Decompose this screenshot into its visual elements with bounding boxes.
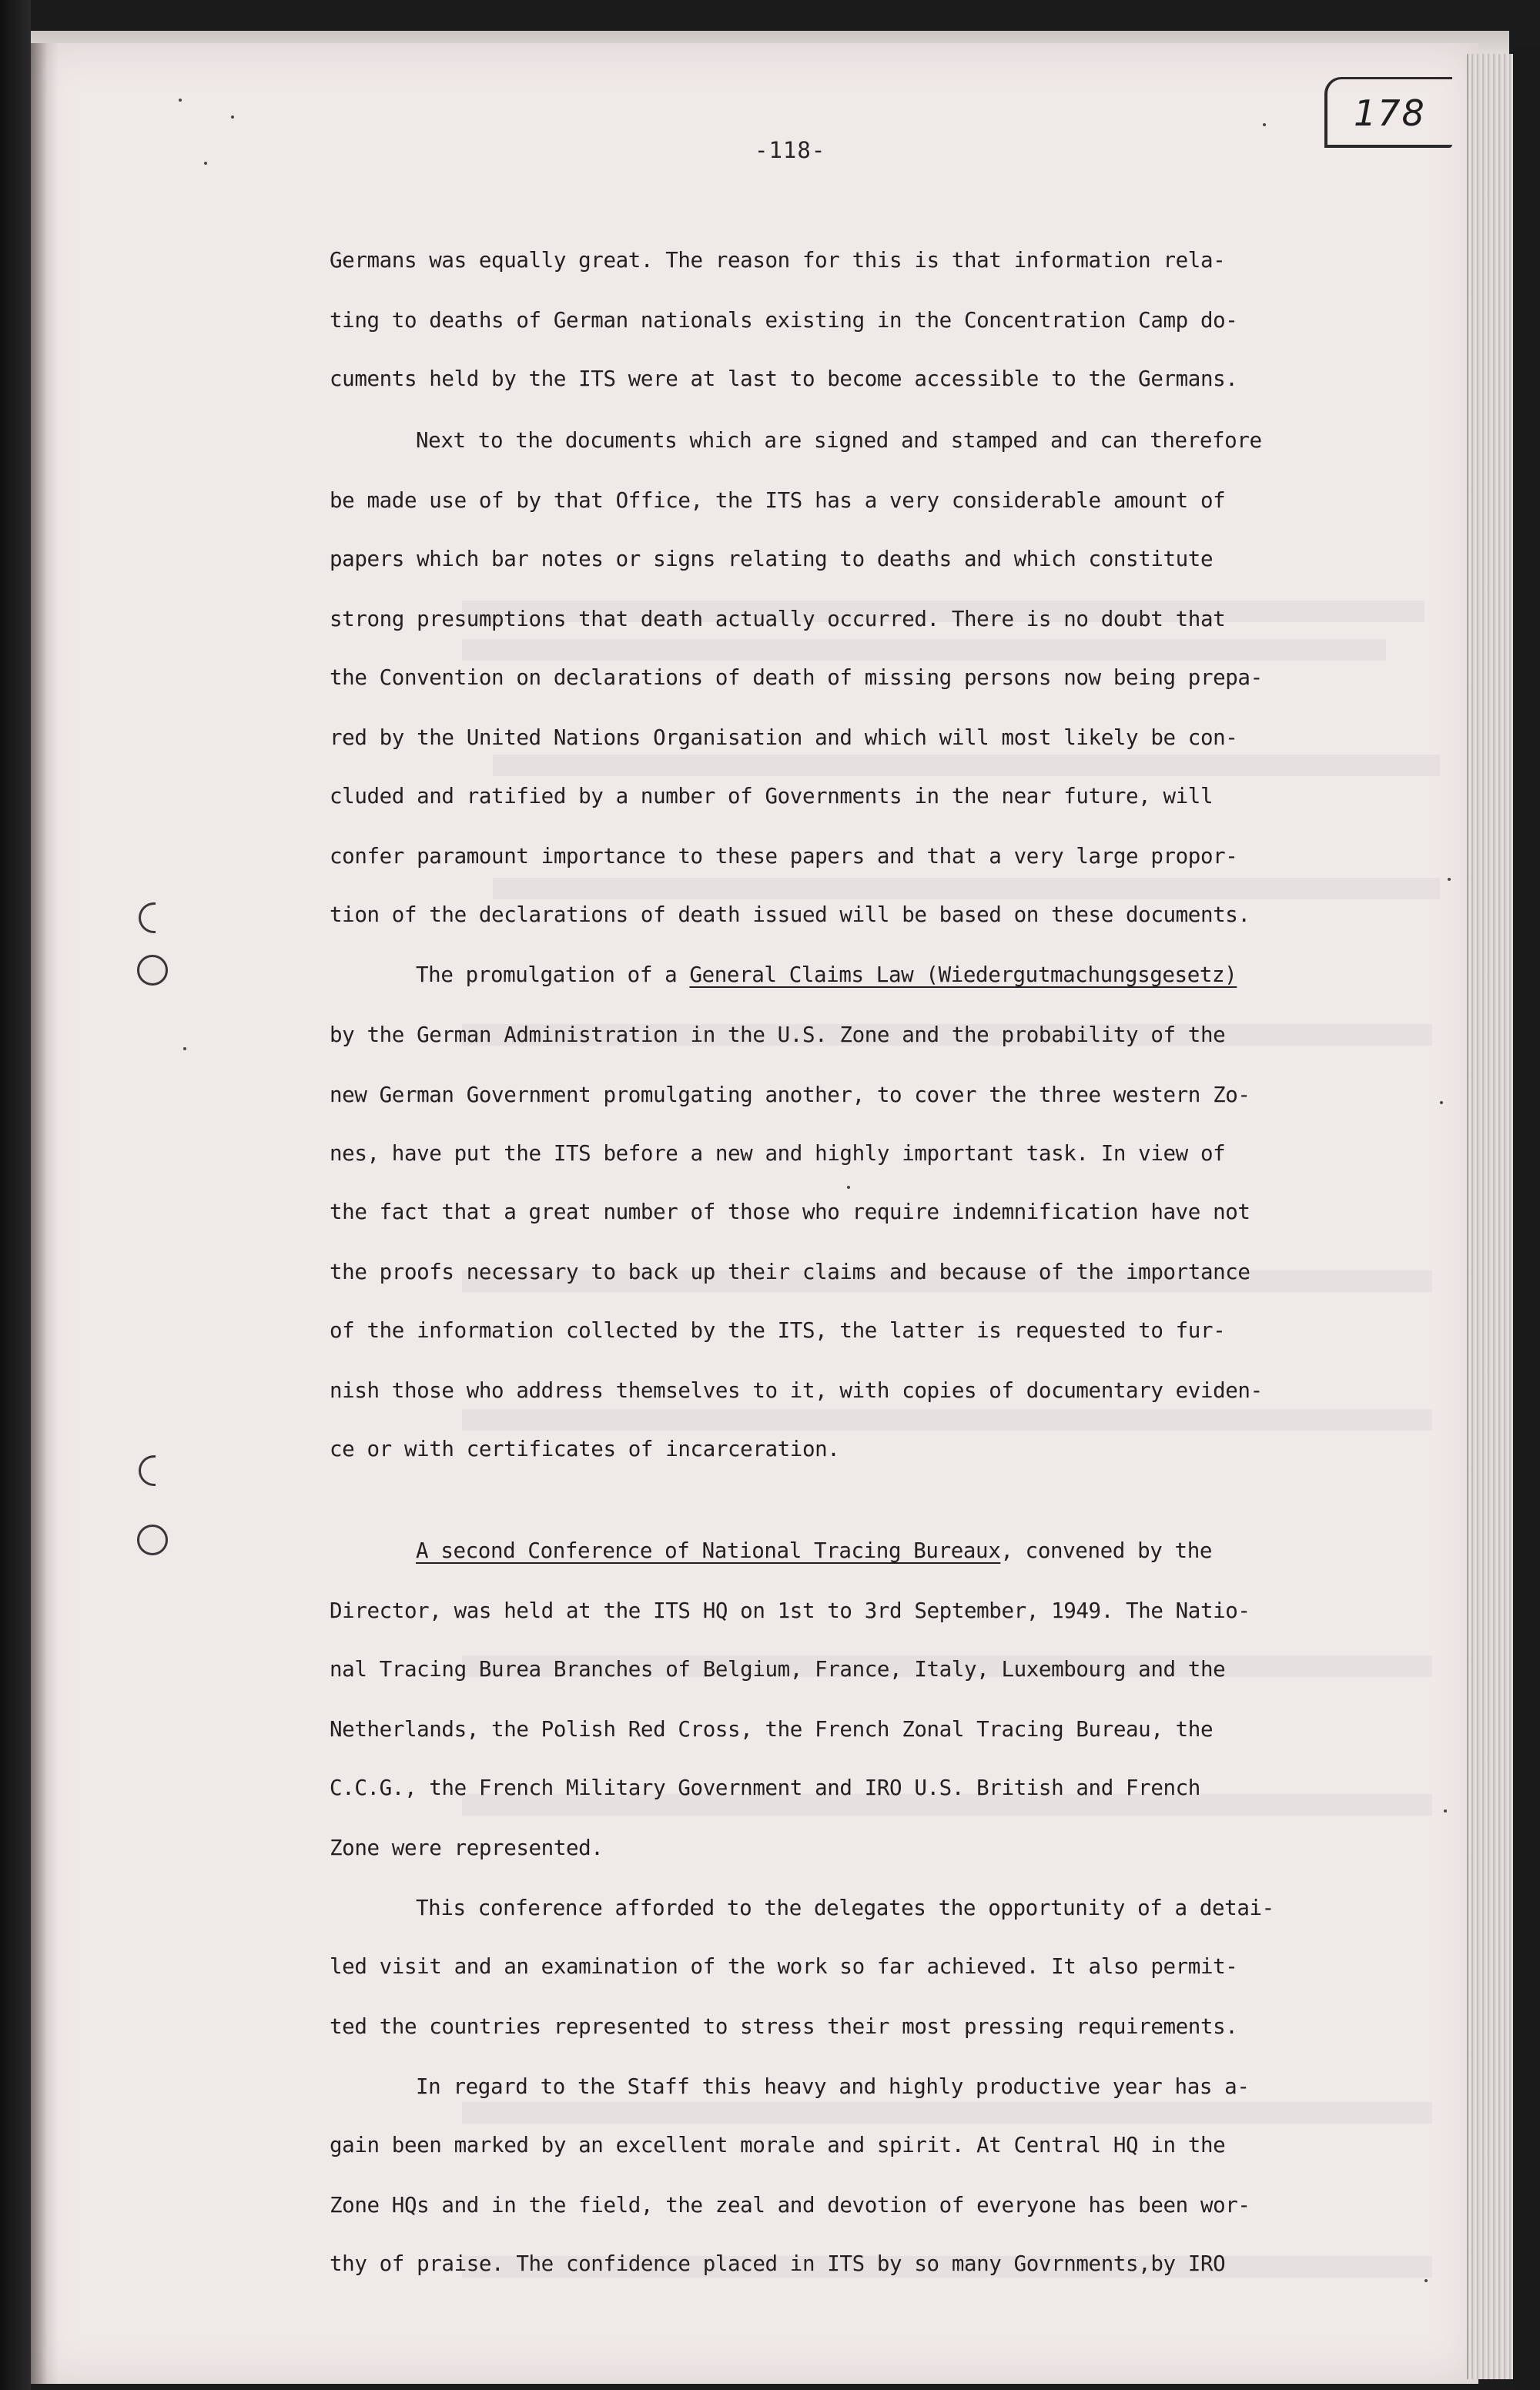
text-line: The promulgation of a General Claims Law (Wiedergutmachungsgesetz) — [416, 962, 1237, 987]
punch-hole — [137, 1525, 168, 1555]
text-line: nish those who address themselves to it, with copies of documentary eviden- — [330, 1378, 1263, 1403]
text-line: thy of praise. The confidence placed in ITS by so many Govrnments,by IRO — [330, 2251, 1226, 2276]
text-line: of the information collected by the ITS, the latter is requested to fur- — [330, 1318, 1226, 1343]
text-line: nal Tracing Burea Branches of Belgium, France, Italy, Luxembourg and the — [330, 1657, 1226, 1682]
dust-speck — [1424, 2279, 1428, 2282]
text-line: Netherlands, the Polish Red Cross, the French Zonal Tracing Bureau, the — [330, 1717, 1214, 1742]
dust-speck — [179, 99, 182, 102]
text-line: gain been marked by an excellent morale and spirit. At Central HQ in the — [330, 2133, 1226, 2157]
text-line: This conference afforded to the delegates the opportunity of a detai- — [416, 1896, 1274, 1920]
text-line: nes, have put the ITS before a new and highly important task. In view of — [330, 1141, 1226, 1166]
underlined-law-title: General Claims Law (Wiedergutmachungsgesetz) — [689, 962, 1237, 987]
bleed-through — [462, 1409, 1432, 1431]
page-stack-right-edge — [1467, 54, 1515, 2379]
text-line: C.C.G., the French Military Government and IRO U.S. British and French — [330, 1776, 1200, 1800]
punch-hole — [137, 955, 168, 986]
dust-speck — [847, 1186, 850, 1189]
text-line: papers which bar notes or signs relating to deaths and which constitute — [330, 547, 1214, 571]
scanner-background-right — [1513, 46, 1540, 2390]
dust-speck — [1440, 1101, 1443, 1104]
bleed-through — [462, 639, 1386, 661]
text-line: cuments held by the ITS were at last to become accessible to the Germans. — [330, 367, 1238, 391]
text-line: new German Government promulgating another, to cover the three western Zo- — [330, 1083, 1250, 1107]
text-line: ted the countries represented to stress their most pressing requirements. — [330, 2014, 1238, 2039]
text-line: Zone were represented. — [330, 1836, 604, 1860]
text-line: the fact that a great number of those who require indemnification have not — [330, 1200, 1250, 1224]
underlined-conference-title: A second Conference of National Tracing Bureaux — [416, 1538, 1001, 1563]
text-line: by the German Administration in the U.S. Zone and the probability of the — [330, 1023, 1226, 1047]
text-line: red by the United Nations Organisation and which will most likely be con- — [330, 725, 1238, 750]
bleed-through — [493, 878, 1440, 899]
bleed-through — [493, 755, 1440, 776]
text-line: Germans was equally great. The reason for this is that information rela- — [330, 248, 1226, 273]
text-line: confer paramount importance to these papers and that a very large propor- — [330, 844, 1238, 869]
text-line: tion of the declarations of death issued will be based on these documents. — [330, 902, 1250, 927]
text-line: the Convention on declarations of death of missing persons now being prepa- — [330, 665, 1263, 690]
text-line: cluded and ratified by a number of Governments in the near future, will — [330, 784, 1214, 808]
text-line: ce or with certificates of incarceration. — [330, 1437, 840, 1461]
dust-speck — [231, 115, 234, 119]
text-line: A second Conference of National Tracing Bureaux, convened by the — [416, 1538, 1213, 1563]
scanner-background — [0, 0, 31, 2390]
dust-speck — [1263, 123, 1266, 126]
dust-speck — [1444, 1809, 1447, 1813]
text-line: Zone HQs and in the field, the zeal and devotion of everyone has been wor- — [330, 2193, 1250, 2218]
bleed-through — [462, 2102, 1432, 2124]
text-line: the proofs necessary to back up their claims and because of the importance — [330, 1260, 1250, 1284]
page-number: -118- — [755, 137, 826, 163]
dust-speck — [183, 1047, 186, 1050]
binding-shadow — [31, 43, 59, 2384]
dust-speck — [204, 162, 207, 165]
archive-number: 178 — [1354, 92, 1426, 134]
text-line: be made use of by that Office, the ITS has a very considerable amount of — [330, 488, 1226, 513]
text-line: strong presumptions that death actually occurred. There is no doubt that — [330, 607, 1226, 631]
text-line: Next to the documents which are signed and stamped and can therefore — [416, 428, 1262, 453]
dust-speck — [1448, 878, 1451, 881]
text-line: Director, was held at the ITS HQ on 1st to 3rd September, 1949. The Natio- — [330, 1598, 1250, 1623]
text-line: In regard to the Staff this heavy and highly productive year has a- — [416, 2074, 1250, 2099]
text-line: led visit and an examination of the work so far achieved. It also permit- — [330, 1954, 1238, 1979]
text-line: ting to deaths of German nationals existing in the Concentration Camp do- — [330, 308, 1238, 333]
